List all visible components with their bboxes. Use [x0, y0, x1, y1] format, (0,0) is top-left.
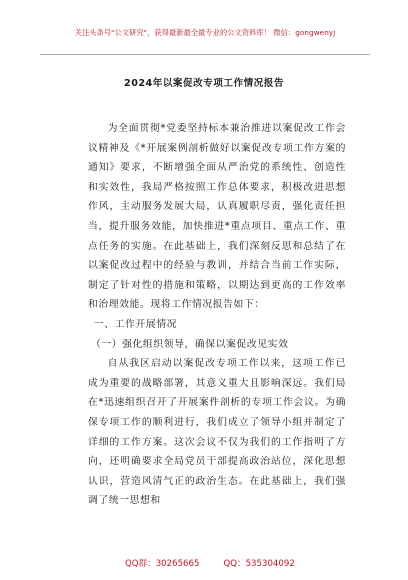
- page-footer: [125, 557, 295, 569]
- header-promo-text: 关注头条号"公文研究"，获得最新最全最专业的公文资料库！ 微信：gongwenyj: [74, 28, 336, 37]
- footer-qq-group: QQ群：30265665: [125, 559, 200, 569]
- document-body: [88, 119, 346, 511]
- section-heading: 一、工作开展情况: [93, 318, 178, 330]
- footer-qq-contact: QQ：535304092: [223, 559, 295, 569]
- body-paragraph: 自从我区启动以案促改专项工作以来，这项工作已成为重要的战略部署，其意义重大且影响深远。我们局在*迅速组织召开了开展案件剖析的专项工作会议。为确保专项工作的顺利进行，我们成立了领导小组并制定了详细的工作方案。这次会议不仅为我们的工作指明了方向，还明确要求全局党员干部提高政治站位，深化思想认识，营造风清气正的政治生态。在此基础上，我们强调了统一思想和: [88, 358, 346, 507]
- intro-paragraph: 为全面贯彻*党委坚持标本兼治推进以案促改工作会议精神及《*开展案例剖析做好以案促改专项工作方案的通知》要求，不断增强全面从严治党的系统性、创造性和实效性，我局严格按照工作总体要求，积极改进思想作风，主动服务发展大局，认真履职尽责，强化责任担当，提升服务效能，加快推进*重点项目、重点工作、重点任务的实施。在此基础上，我们深刻反思和总结了在以案促改过程中的经验与教训，并结合当前工作实际，制定了针对性的措施和策略，以期达到更高的工作效率和治理效能。现将工作情况报告如下：: [88, 123, 346, 311]
- document-title: 2024年以案促改专项工作情况报告: [124, 78, 284, 89]
- subsection-heading: （一）强化组织领导，确保以案促改见实效: [90, 338, 289, 350]
- page-header: [40, 6, 370, 55]
